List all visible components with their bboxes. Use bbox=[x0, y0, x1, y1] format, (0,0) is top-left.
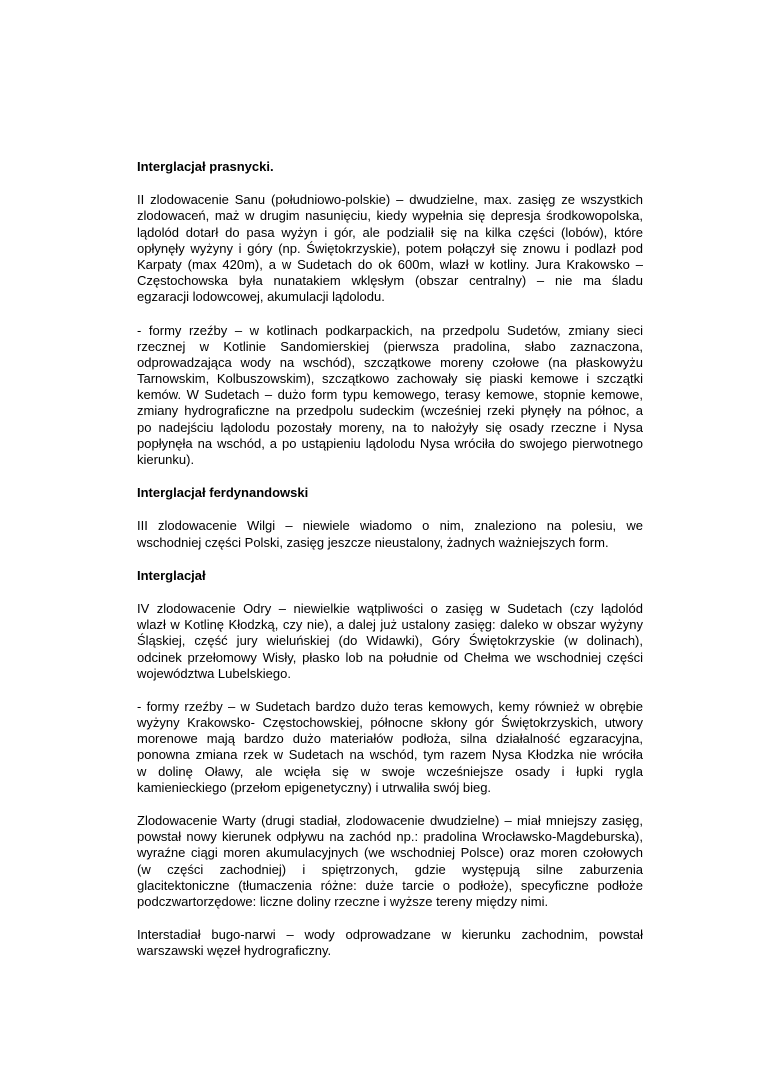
paragraph-line: wschodniej części Polski, zasięg jeszcze nieustalony, żadnych ważniejszych form. bbox=[137, 534, 609, 550]
paragraph-line: odcinek przełomowy Wisły, płasko lob na południe od Chełma we wschodniej części bbox=[137, 649, 643, 665]
paragraph-line: egzaracji lodowcowej, akumulacji lądolodu. bbox=[137, 289, 385, 305]
paragraph-line: kemów. W Sudetach – dużo form typu kemowego, terasy kemowe, stopnie kemowe, bbox=[137, 387, 643, 403]
paragraph-line: III zlodowacenie Wilgi – niewiele wiadomo o nim, znaleziono na polesiu, we bbox=[137, 518, 643, 534]
paragraph-line: po nadejściu lądolodu pozostały moreny, na to nałożyły się osady rzeczne i Nysa bbox=[137, 419, 643, 435]
paragraph bbox=[137, 813, 643, 910]
paragraph-line: powstał nowy kierunek odpływu na zachód np.: pradolina Wrocławsko-Magdeburska), bbox=[137, 829, 643, 845]
paragraph-line: opłynęły wyżyny i góry (np. Świętokrzyskie), potem połączył się znowu i podlazł pod bbox=[137, 240, 643, 256]
paragraph-line: zlodowaceń, maż w drugim nasunięciu, kiedy wypełnia się depresja środkowopolska, bbox=[137, 208, 643, 224]
section-heading: Interglacjał prasnycki. bbox=[137, 159, 274, 174]
paragraph-line: warszawski węzeł hydrograficzny. bbox=[137, 943, 332, 959]
document-page bbox=[137, 159, 643, 977]
paragraph-line: Karpaty (max 420m), a w Sudetach do ok 600m, wlazł w kotliny. Jura Krakowsko – bbox=[137, 256, 643, 272]
paragraph-line: - formy rzeźby – w kotlinach podkarpackich, na przedpolu Sudetów, zmiany sieci bbox=[137, 322, 643, 338]
section-heading: Interglacjał ferdynandowski bbox=[137, 485, 309, 501]
paragraph-line: podczwartorzędowe: liczne doliny rzeczne i wyższe tereny między nimi. bbox=[137, 893, 549, 909]
paragraph bbox=[137, 192, 643, 305]
paragraph-line: w dolinę Oławy, ale wcięła się w swoje wcześniejsze osady i łupki rygla bbox=[137, 763, 643, 779]
paragraph-line: glacitektoniczne (tłumaczenia różne: duże tarcie o podłoże), specyficzne podłoże bbox=[137, 877, 643, 893]
paragraph-line: wlazł w Kotlinę Kłodzką, czy nie), a dalej już ustalony zasięg: daleko w obszar wyżyny bbox=[137, 617, 643, 633]
paragraph-line: ponowna zmiana rzek w Sudetach na wschód, tym razem Nysa Kłodzka nie wróciła bbox=[137, 747, 643, 763]
paragraph-line: kamienieckiego (przełom epigenetyczny) i utrwaliła swój bieg. bbox=[137, 779, 492, 795]
paragraph-line: morenowe mają bardzo dużo materiałów podłoża, silna działalność egzaracyjna, bbox=[137, 731, 643, 747]
paragraph-line: Interstadiał bugo-narwi – wody odprowadzane w kierunku zachodnim, powstał bbox=[137, 927, 643, 943]
paragraph bbox=[137, 601, 643, 682]
paragraph-line: II zlodowacenie Sanu (południowo-polskie) – dwudzielne, max. zasięg ze wszystkich bbox=[137, 192, 643, 208]
paragraph-line: kierunku). bbox=[137, 452, 195, 468]
paragraph-line: popłynęła na wschód, a po ustąpieniu lądolodu Nysa wróciła do swojego pierwotnego bbox=[137, 435, 643, 451]
paragraph-line: zmiany hydrograficzne na przedpolu sudeckim (wcześniej rzeki płynęły na północ, a bbox=[137, 403, 643, 419]
paragraph-line: Tarnowskim, Kolbuszowskim), szczątkowo zachowały się piaski kemowe i szczątki bbox=[137, 371, 643, 387]
paragraph-line: odprowadzająca wody na wschód), szczątkowe moreny czołowe (na płaskowyżu bbox=[137, 354, 643, 370]
paragraph-line: Zlodowacenie Warty (drugi stadiał, zlodowacenie dwudzielne) – miał mniejszy zasięg, bbox=[137, 813, 643, 829]
paragraph bbox=[137, 927, 643, 959]
paragraph-line: wyżyny Krakowsko- Częstochowskiej, północne skłony gór Świętokrzyskich, utwory bbox=[137, 715, 643, 731]
paragraph-line: - formy rzeźby – w Sudetach bardzo dużo teras kemowych, kemy również w obrębie bbox=[137, 698, 643, 714]
paragraph-line: Śląskiej, część jury wieluńskiej (do Widawki), Góry Świętokrzyskie (w dolinach), bbox=[137, 633, 643, 649]
paragraph-line: lądolód dotarł do pasa wyżyn i gór, ale podzialił się na kilka części (lobów), które bbox=[137, 224, 643, 240]
paragraph-line: IV zlodowacenie Odry – niewielkie wątpliwości o zasięg w Sudetach (czy lądolód bbox=[137, 600, 643, 616]
paragraph-line: (w części zachodniej) i spiętrzonych, gdzie występują silne zaburzenia bbox=[137, 861, 643, 877]
paragraph bbox=[137, 323, 643, 469]
paragraph-line: Częstochowska była nunatakiem wklęsłym (obszar centralny) – nie ma śladu bbox=[137, 273, 643, 289]
paragraph-line: rzecznej w Kotlinie Sandomierskiej (pierwsza pradolina, słabo zaznaczona, bbox=[137, 338, 643, 354]
paragraph bbox=[137, 699, 643, 796]
section-heading: Interglacjał bbox=[137, 567, 206, 583]
paragraph bbox=[137, 518, 643, 550]
paragraph-line: wyraźne ciągi moren akumulacyjnych (we wschodniej Polsce) oraz moren czołowych bbox=[137, 845, 643, 861]
paragraph-line: województwa Lubelskiego. bbox=[137, 665, 291, 681]
